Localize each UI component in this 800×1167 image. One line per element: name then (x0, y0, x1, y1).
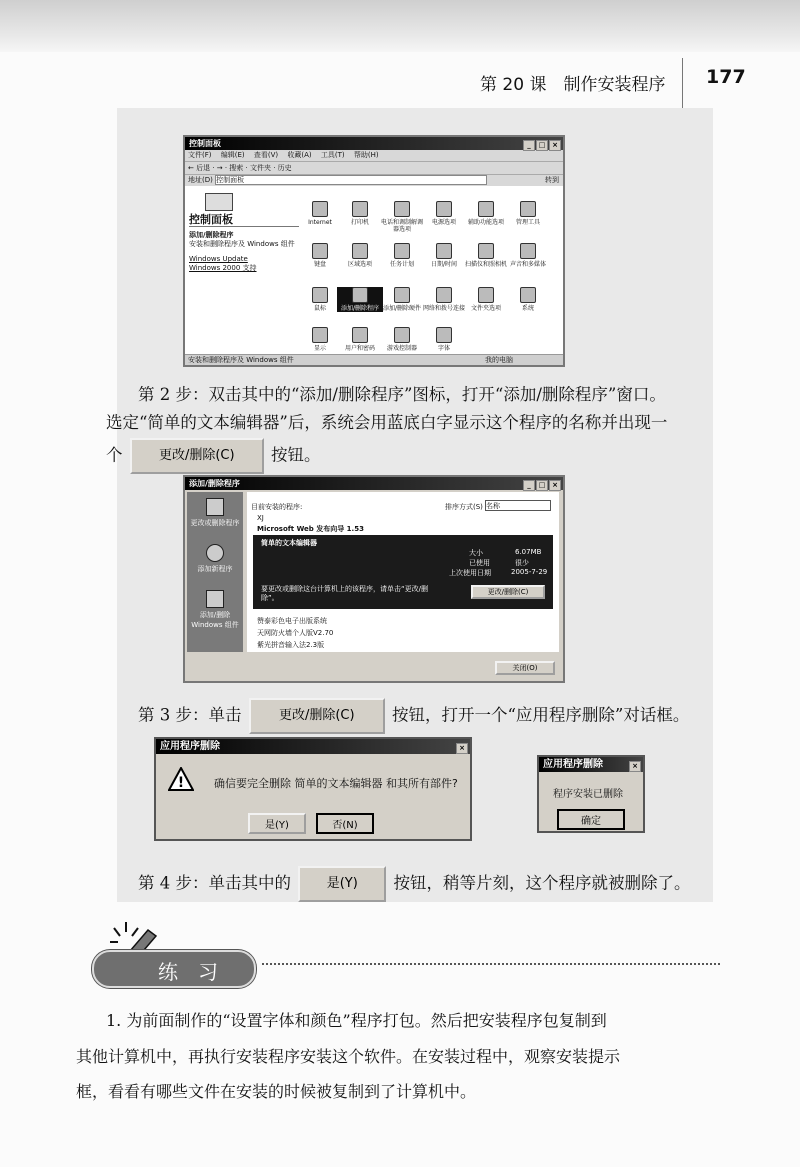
status-text: 安装和删除程序及 Windows 组件 (188, 356, 294, 364)
accessibility-icon (478, 201, 494, 217)
maximize-icon[interactable]: □ (536, 140, 548, 151)
step3-post: 按钮，打开一个“应用程序删除”对话框。 (392, 705, 690, 725)
cp-item-sounds[interactable]: 声音和多媒体 (505, 243, 551, 268)
exercise-line2: 其他计算机中，再执行安装程序安装这个软件。在安装过程中，观察安装提示 (76, 1047, 621, 1066)
confirm-titlebar (156, 739, 470, 754)
cp-item-add-remove-hardware[interactable]: 添加/删除硬件 (379, 287, 425, 312)
inline-change-remove-button: 更改/删除(C) (130, 438, 264, 474)
cd-icon (206, 544, 224, 562)
cp-item-regional[interactable]: 区域选项 (337, 243, 383, 268)
nav-add-new[interactable]: 添加新程序 (187, 544, 243, 574)
inline-change-remove-button: 更改/删除(C) (249, 698, 385, 734)
header-divider (682, 58, 683, 108)
last-used-value: 2005-7-29 (511, 568, 548, 576)
menu-help[interactable]: 帮助(H) (353, 151, 379, 159)
go-button[interactable]: 转到 (545, 176, 559, 184)
cp-item-mouse[interactable]: 鼠标 (297, 287, 343, 312)
nav-windows-components[interactable]: 添加/删除 Windows 组件 (187, 590, 243, 630)
close-icon[interactable]: × (549, 480, 561, 491)
address-label: 地址(D) (188, 176, 213, 184)
joystick-icon (394, 327, 410, 343)
warning-icon (168, 767, 194, 791)
step2-pre: 个 (106, 445, 123, 465)
close-icon[interactable]: × (629, 761, 641, 772)
cp-item-phone-modem[interactable]: 电话和调制解调器选项 (379, 201, 425, 233)
confirm-delete-dialog (154, 737, 472, 841)
size-value: 6.07MB (515, 548, 542, 556)
no-button[interactable]: 否(N) (316, 813, 374, 834)
step3-pre: 第 3 步：单击 (138, 705, 242, 725)
uninstall-done-dialog (537, 755, 645, 833)
exercise-dotted-rule (262, 963, 720, 965)
page-number: 177 (706, 66, 746, 88)
speaker-icon (520, 243, 536, 259)
program-row-5[interactable]: 紫光拼音输入法2.3版 (257, 641, 325, 649)
step3-line (138, 698, 689, 734)
close-icon[interactable]: × (549, 140, 561, 151)
close-icon[interactable]: × (456, 743, 468, 754)
size-label: 大小 (469, 549, 483, 557)
cp-item-network[interactable]: 网络和拨号连接 (421, 287, 467, 312)
selected-program-desc: 要更改或删除这台计算机上的该程序，请单击“更改/删除”。 (261, 585, 428, 602)
used-label: 已使用 (469, 559, 490, 567)
mouse-icon (312, 287, 328, 303)
selected-program-name: 简单的文本编辑器 (261, 539, 317, 547)
address-input[interactable]: 控制面板 (215, 175, 487, 185)
tools-icon (520, 201, 536, 217)
keyboard-icon (312, 243, 328, 259)
status-bar (185, 354, 563, 365)
components-icon (206, 590, 224, 608)
change-remove-button[interactable]: 更改/删除(C) (471, 585, 545, 599)
minimize-icon[interactable]: _ (523, 140, 535, 151)
step2-line2: 选定“简单的文本编辑器”后，系统会用蓝底白字显示这个程序的名称并出现一 (106, 413, 668, 432)
program-row-4[interactable]: 天网防火墙个人版V2.70 (257, 629, 334, 637)
program-row-3[interactable]: 赞泰彩色电子出版系统 (257, 617, 327, 625)
cp-item-add-remove-programs[interactable]: 添加/删除程序 (337, 287, 383, 312)
dialog-title: 应用程序删除 (543, 759, 603, 770)
menu-bar (185, 150, 563, 161)
globe-icon (352, 243, 368, 259)
control-panel-window (183, 135, 565, 367)
menu-file[interactable]: 文件(F) (188, 151, 212, 159)
ok-button[interactable]: 确定 (557, 809, 625, 830)
printer-icon (352, 201, 368, 217)
font-icon (436, 327, 452, 343)
last-used-label: 上次使用日期 (449, 569, 491, 577)
cp-item-folder-options[interactable]: 文件夹选项 (463, 287, 509, 312)
folder-icon (478, 287, 494, 303)
done-message: 程序安装已删除 (553, 789, 623, 800)
step4-pre: 第 4 步：单击其中的 (138, 873, 291, 893)
cp-item-date-time[interactable]: 日期/时间 (421, 243, 467, 268)
sidebar-heading: 控制面板 (189, 215, 299, 227)
menu-tools[interactable]: 工具(T) (320, 151, 345, 159)
program-list-area (247, 492, 559, 652)
selected-program-row[interactable] (253, 535, 553, 609)
close-button[interactable]: 关闭(O) (495, 661, 555, 675)
window-title: 控制面板 (189, 139, 221, 148)
sidebar-link-add-remove[interactable]: 添加/删除程序 (189, 231, 234, 239)
cp-item-game-controllers[interactable]: 游戏控制器 (379, 327, 425, 352)
cp-item-users[interactable]: 用户和密码 (337, 327, 383, 352)
camera-icon (478, 243, 494, 259)
step2-line3 (106, 438, 321, 474)
exercise-line3: 框，看看有哪些文件在安装的时候被复制到了计算机中。 (76, 1082, 477, 1101)
phone-icon (394, 201, 410, 217)
maximize-icon[interactable]: □ (536, 480, 548, 491)
sidebar-link-windows-support[interactable]: Windows 2000 支持 (189, 264, 257, 272)
toolbar[interactable]: ← 后退 · → · 搜索 · 文件夹 · 历史 (185, 161, 563, 174)
confirm-message: 确信要完全删除 简单的文本编辑器 和其所有部件? (214, 777, 458, 790)
exercise-title: 练 习 (158, 960, 218, 984)
exercise-line1: 1. 为前面制作的“设置字体和颜色”程序打包。然后把安装程序包复制到 (106, 1011, 607, 1030)
minimize-icon[interactable]: _ (523, 480, 535, 491)
menu-favorites[interactable]: 收藏(A) (287, 151, 312, 159)
hardware-icon (394, 287, 410, 303)
program-row-0[interactable]: XJ (257, 514, 264, 522)
chapter-header: 第 20 课 制作安装程序 (480, 75, 666, 95)
cp-item-display[interactable]: 显示 (297, 327, 343, 352)
add-remove-titlebar (185, 477, 563, 490)
network-icon (436, 287, 452, 303)
power-icon (436, 201, 452, 217)
monitor-icon (312, 327, 328, 343)
cp-item-scanners[interactable]: 扫描仪和照相机 (463, 243, 509, 268)
calendar-icon (394, 243, 410, 259)
cp-item-printers[interactable]: 打印机 (337, 201, 383, 226)
computer-icon (520, 287, 536, 303)
cp-item-fonts[interactable]: 字体 (421, 327, 467, 352)
step4-line (138, 866, 691, 902)
globe-icon (312, 201, 328, 217)
cp-item-system[interactable]: 系统 (505, 287, 551, 312)
yes-button[interactable]: 是(Y) (248, 813, 306, 834)
cp-item-power[interactable]: 电源选项 (421, 201, 467, 226)
add-remove-nav (187, 492, 243, 652)
menu-edit[interactable]: 编辑(E) (220, 151, 245, 159)
step4-post: 按钮，稍等片刻，这个程序就被删除了。 (393, 873, 691, 893)
folder-icon (205, 193, 233, 211)
add-remove-icon (352, 287, 368, 303)
status-zone: 我的电脑 (485, 356, 513, 364)
exercise-badge (92, 950, 256, 988)
control-panel-sidebar (189, 189, 299, 349)
sidebar-description: 安装和删除程序及 Windows 组件 (189, 240, 295, 248)
installed-label: 目前安装的程序: (251, 503, 303, 511)
inline-yes-button: 是(Y) (298, 866, 386, 902)
step2-post: 按钮。 (271, 445, 321, 465)
control-panel-titlebar (185, 137, 563, 150)
sort-select[interactable]: 名称 (485, 500, 551, 511)
program-box-icon (206, 498, 224, 516)
step2-line1: 第 2 步：双击其中的“添加/删除程序”图标，打开“添加/删除程序”窗口。 (138, 385, 666, 404)
used-value: 很少 (515, 559, 529, 567)
cp-item-keyboard[interactable]: 键盘 (297, 243, 343, 268)
address-bar (185, 174, 563, 186)
cp-item-accessibility[interactable]: 辅助功能选项 (463, 201, 509, 226)
menu-view[interactable]: 查看(V) (253, 151, 279, 159)
nav-change-remove[interactable]: 更改或删除程序 (187, 498, 243, 528)
program-row-1[interactable]: Microsoft Web 发布向导 1.53 (257, 525, 364, 533)
cp-item-admin-tools[interactable]: 管理工具 (505, 201, 551, 226)
sort-label: 排序方式(S) (445, 503, 483, 511)
sidebar-link-windows-update[interactable]: Windows Update (189, 255, 248, 263)
users-icon (352, 327, 368, 343)
window-title: 添加/删除程序 (189, 479, 240, 488)
dialog-title: 应用程序删除 (160, 741, 220, 752)
clock-icon (436, 243, 452, 259)
add-remove-window (183, 475, 565, 683)
cp-item-internet[interactable]: Internet (297, 201, 343, 226)
scan-top-band (0, 0, 800, 52)
done-titlebar (539, 757, 643, 772)
svg-text:!: ! (177, 775, 185, 791)
cp-item-scheduled-tasks[interactable]: 任务计划 (379, 243, 425, 268)
